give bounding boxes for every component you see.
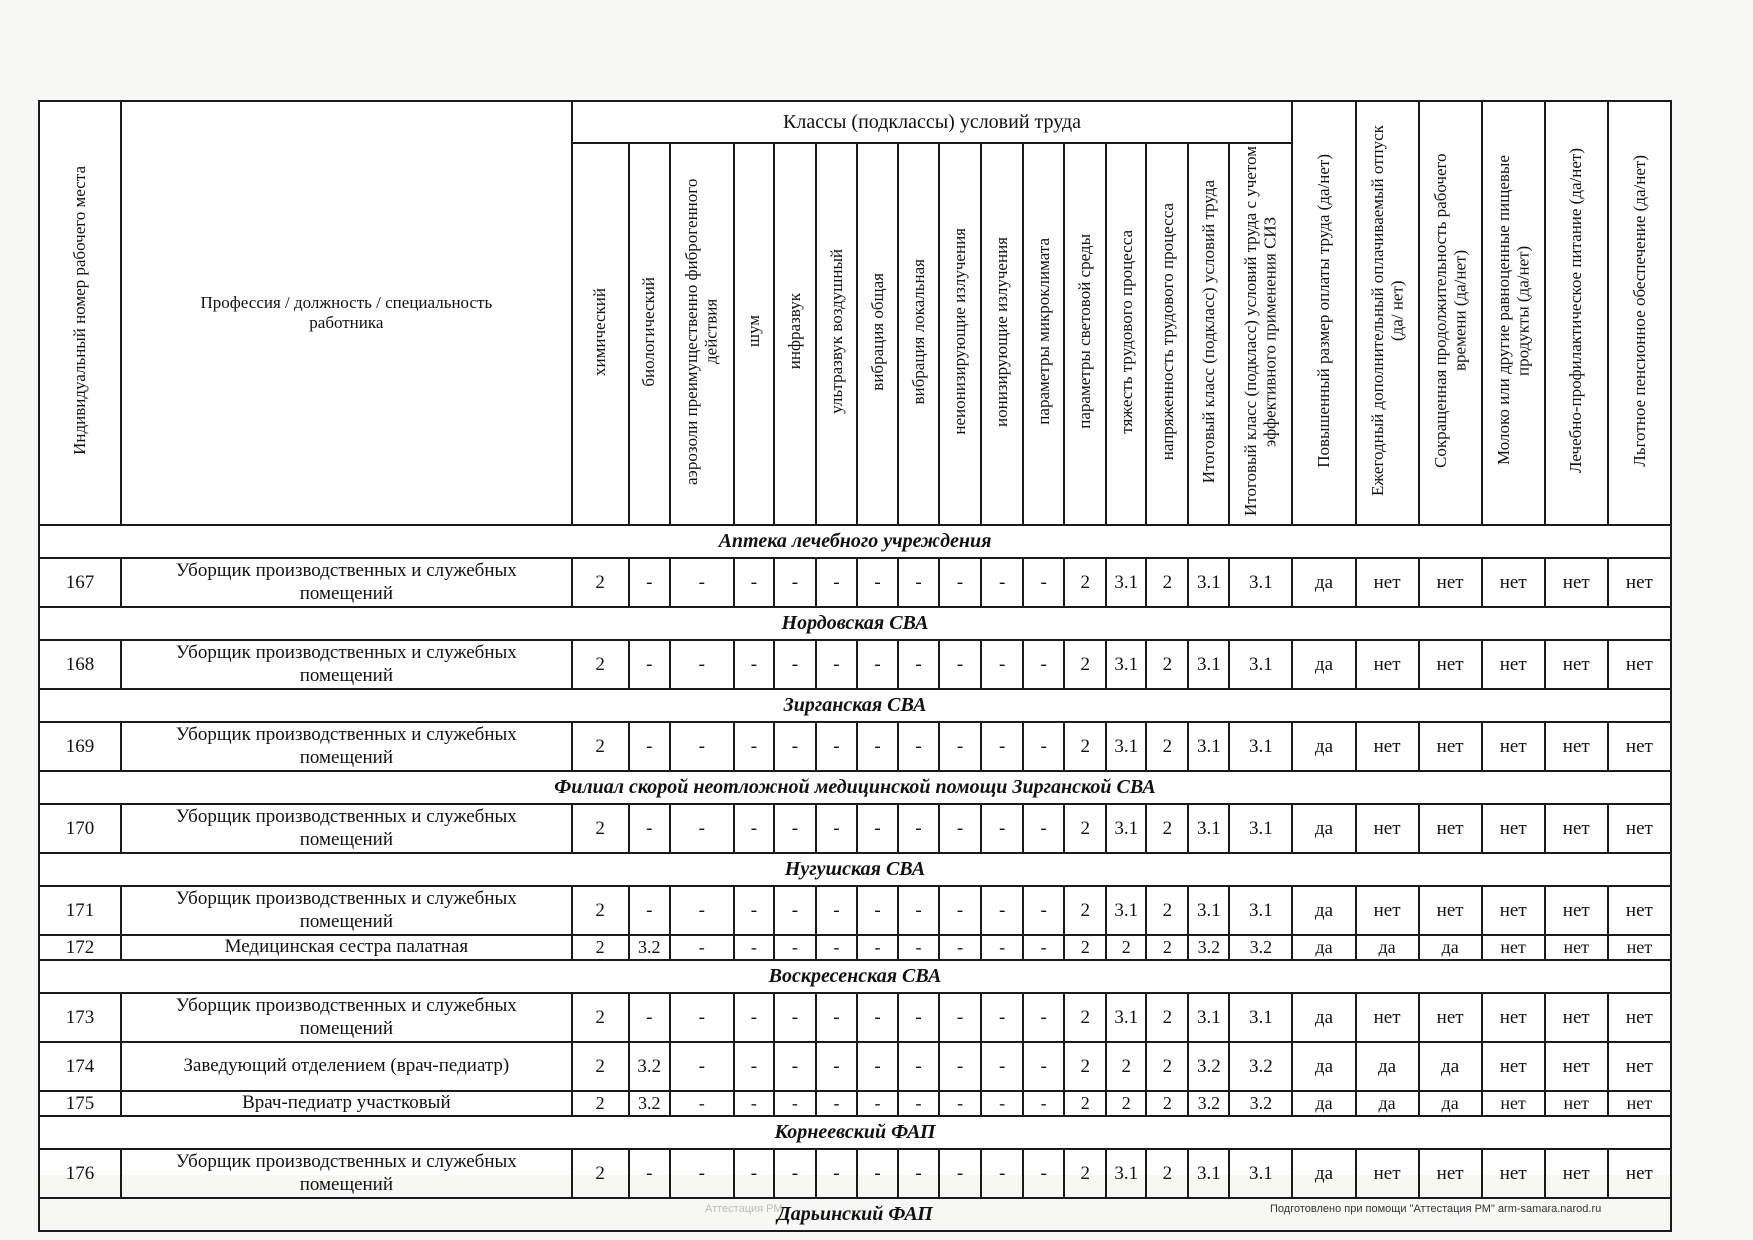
header-benefit: Ежегодный дополнительный оплачиваемый отпуск (да/ нет) — [1356, 101, 1419, 525]
factor-class-cell: - — [774, 722, 816, 771]
benefit-cell: да — [1292, 558, 1355, 607]
header-factor: параметры микроклимата — [1023, 143, 1064, 525]
factor-class-cell: 3.1 — [1188, 993, 1229, 1042]
section-title: Нугушская СВА — [39, 853, 1671, 886]
factor-class-cell: - — [816, 1149, 857, 1198]
workplace-id-cell: 168 — [39, 640, 121, 689]
factor-class-cell: 3.1 — [1229, 993, 1292, 1042]
section-title: Дарьинский ФАП — [39, 1198, 1671, 1231]
header-benefit: Сокращенная продолжительность рабочего времени (да/нет) — [1419, 101, 1482, 525]
factor-class-cell: - — [734, 1091, 774, 1116]
benefit-cell: нет — [1419, 804, 1482, 853]
benefit-cell: да — [1292, 722, 1355, 771]
factor-class-cell: 2 — [1106, 935, 1146, 960]
benefit-cell: нет — [1356, 886, 1419, 935]
benefit-cell: нет — [1545, 804, 1608, 853]
benefit-cell: нет — [1608, 804, 1671, 853]
factor-class-cell: - — [1023, 722, 1064, 771]
factor-class-cell: 3.1 — [1106, 558, 1146, 607]
table-row — [39, 993, 1671, 1042]
factor-class-cell: 3.1 — [1229, 886, 1292, 935]
factor-class-cell: 2 — [1064, 935, 1106, 960]
benefit-cell: нет — [1545, 1149, 1608, 1198]
factor-class-cell: - — [670, 640, 734, 689]
factor-class-cell: - — [670, 1042, 734, 1091]
header-factor: аэрозоли преимущественно фиброгенного действия — [670, 143, 734, 525]
factor-class-cell: 3.1 — [1188, 722, 1229, 771]
factor-class-cell: 2 — [572, 886, 629, 935]
header-factor: тяжесть трудового процесса — [1106, 143, 1146, 525]
factor-class-cell: 3.2 — [1188, 1042, 1229, 1091]
benefit-cell: нет — [1482, 722, 1545, 771]
benefit-cell: нет — [1419, 1149, 1482, 1198]
workplace-id-cell: 175 — [39, 1091, 121, 1116]
table-row — [39, 1042, 1671, 1091]
factor-class-cell: - — [898, 886, 939, 935]
factor-class-cell: - — [670, 558, 734, 607]
factor-class-cell: 2 — [1064, 1091, 1106, 1116]
factor-class-cell: - — [981, 640, 1023, 689]
factor-class-cell: - — [981, 935, 1023, 960]
section-row — [39, 960, 1671, 993]
table-row — [39, 722, 1671, 771]
benefit-cell: нет — [1482, 804, 1545, 853]
factor-class-cell: 3.2 — [629, 1042, 670, 1091]
header-factor: вибрация локальная — [898, 143, 939, 525]
factor-class-cell: - — [670, 1149, 734, 1198]
factor-class-cell: 2 — [1106, 1091, 1146, 1116]
profession-cell: Уборщик производственных и служебных помещений — [121, 558, 572, 607]
factor-class-cell: 2 — [572, 993, 629, 1042]
factor-class-cell: 2 — [1064, 804, 1106, 853]
profession-cell: Уборщик производственных и служебных помещений — [121, 886, 572, 935]
factor-class-cell: - — [670, 804, 734, 853]
header-benefit: Молоко или другие равноценные пищевые продукты (да/нет) — [1482, 101, 1545, 525]
factor-class-cell: - — [857, 993, 898, 1042]
factor-class-cell: - — [1023, 935, 1064, 960]
factor-class-cell: - — [734, 1149, 774, 1198]
benefit-cell: нет — [1608, 558, 1671, 607]
factor-class-cell: - — [774, 640, 816, 689]
benefit-cell: нет — [1482, 640, 1545, 689]
header-benefit: Повышенный размер оплаты труда (да/нет) — [1292, 101, 1355, 525]
factor-class-cell: 2 — [572, 558, 629, 607]
factor-class-cell: 3.2 — [1229, 1091, 1292, 1116]
benefit-cell: да — [1356, 1042, 1419, 1091]
factor-class-cell: - — [816, 640, 857, 689]
factor-class-cell: - — [1023, 804, 1064, 853]
benefit-cell: да — [1356, 1091, 1419, 1116]
factor-class-cell: - — [1023, 558, 1064, 607]
workplace-id-cell: 171 — [39, 886, 121, 935]
benefit-cell: да — [1419, 1042, 1482, 1091]
benefit-cell: нет — [1545, 640, 1608, 689]
factor-class-cell: - — [1023, 1042, 1064, 1091]
factor-class-cell: 2 — [1146, 640, 1188, 689]
factor-class-cell: - — [898, 722, 939, 771]
profession-cell: Врач-педиатр участковый — [121, 1091, 572, 1116]
header-factor: Итоговый класс (подкласс) условий труда — [1188, 143, 1229, 525]
factor-class-cell: - — [670, 935, 734, 960]
factor-class-cell: - — [857, 1149, 898, 1198]
factor-class-cell: - — [670, 1091, 734, 1116]
factor-class-cell: 2 — [572, 1149, 629, 1198]
factor-class-cell: - — [898, 1042, 939, 1091]
factor-class-cell: 3.1 — [1188, 558, 1229, 607]
factor-class-cell: 3.1 — [1229, 640, 1292, 689]
table-row — [39, 640, 1671, 689]
factor-class-cell: 3.1 — [1106, 804, 1146, 853]
factor-class-cell: 3.1 — [1229, 1149, 1292, 1198]
factor-class-cell: - — [816, 935, 857, 960]
factor-class-cell: - — [857, 558, 898, 607]
factor-class-cell: - — [734, 558, 774, 607]
factor-class-cell: 2 — [572, 1091, 629, 1116]
factor-class-cell: - — [816, 993, 857, 1042]
footer-credit: Подготовлено при помощи "Аттестация РМ" arm-samara.narod.ru — [1270, 1203, 1602, 1215]
factor-class-cell: 3.1 — [1106, 1149, 1146, 1198]
factor-class-cell: - — [1023, 640, 1064, 689]
benefit-cell: да — [1292, 1042, 1355, 1091]
factor-class-cell: - — [629, 640, 670, 689]
factor-class-cell: 2 — [1146, 1042, 1188, 1091]
header-profession: Профессия / должность / специальность работника — [121, 101, 572, 525]
factor-class-cell: - — [774, 935, 816, 960]
factor-class-cell: 3.2 — [1229, 935, 1292, 960]
factor-class-cell: - — [1023, 993, 1064, 1042]
benefit-cell: нет — [1419, 640, 1482, 689]
factor-class-cell: 2 — [1064, 993, 1106, 1042]
benefit-cell: нет — [1545, 993, 1608, 1042]
benefit-cell: нет — [1356, 1149, 1419, 1198]
benefit-cell: да — [1292, 886, 1355, 935]
benefit-cell: нет — [1419, 886, 1482, 935]
benefit-cell: да — [1292, 1149, 1355, 1198]
benefit-cell: нет — [1608, 1091, 1671, 1116]
factor-class-cell: - — [774, 1042, 816, 1091]
factor-class-cell: - — [774, 886, 816, 935]
profession-cell: Уборщик производственных и служебных помещений — [121, 640, 572, 689]
factor-class-cell: - — [981, 722, 1023, 771]
section-row — [39, 607, 1671, 640]
section-title: Воскресенская СВА — [39, 960, 1671, 993]
profession-cell: Уборщик производственных и служебных помещений — [121, 1149, 572, 1198]
factor-class-cell: - — [629, 993, 670, 1042]
factor-class-cell: - — [939, 1091, 981, 1116]
factor-class-cell: - — [981, 558, 1023, 607]
workplace-id-cell: 167 — [39, 558, 121, 607]
factor-class-cell: 2 — [1064, 640, 1106, 689]
factor-class-cell: 2 — [1064, 1149, 1106, 1198]
profession-cell: Уборщик производственных и служебных помещений — [121, 722, 572, 771]
section-row — [39, 689, 1671, 722]
footer-left-text: Аттестация РМ — [705, 1203, 783, 1215]
factor-class-cell: - — [939, 722, 981, 771]
workplace-id-cell: 176 — [39, 1149, 121, 1198]
header-factor: неионизирующие излучения — [939, 143, 981, 525]
factor-class-cell: - — [629, 804, 670, 853]
factor-class-cell: - — [816, 1091, 857, 1116]
factor-class-cell: 2 — [572, 722, 629, 771]
factor-class-cell: 3.1 — [1106, 640, 1146, 689]
benefit-cell: нет — [1482, 993, 1545, 1042]
factor-class-cell: - — [857, 935, 898, 960]
factor-class-cell: - — [774, 1149, 816, 1198]
table-row — [39, 558, 1671, 607]
work-conditions-table — [38, 100, 1672, 1232]
factor-class-cell: - — [734, 935, 774, 960]
factor-class-cell: - — [898, 804, 939, 853]
workplace-id-cell: 169 — [39, 722, 121, 771]
factor-class-cell: - — [981, 993, 1023, 1042]
factor-class-cell: - — [939, 1149, 981, 1198]
factor-class-cell: 3.2 — [629, 935, 670, 960]
benefit-cell: нет — [1482, 1149, 1545, 1198]
benefit-cell: нет — [1356, 804, 1419, 853]
table-row — [39, 1091, 1671, 1116]
factor-class-cell: 3.1 — [1188, 804, 1229, 853]
factor-class-cell: - — [898, 1091, 939, 1116]
table-row — [39, 935, 1671, 960]
benefit-cell: да — [1292, 640, 1355, 689]
factor-class-cell: - — [981, 1149, 1023, 1198]
workplace-id-cell: 172 — [39, 935, 121, 960]
header-factor: Итоговый класс (подкласс) условий труда с учетом эффективного применения СИЗ — [1229, 143, 1292, 525]
factor-class-cell: 3.1 — [1106, 886, 1146, 935]
table-row — [39, 886, 1671, 935]
benefit-cell: нет — [1545, 886, 1608, 935]
factor-class-cell: - — [981, 1042, 1023, 1091]
benefit-cell: да — [1292, 993, 1355, 1042]
header-factor: параметры световой среды — [1064, 143, 1106, 525]
factor-class-cell: 2 — [572, 804, 629, 853]
header-benefit: Лечебно-профилактическое питание (да/нет) — [1545, 101, 1608, 525]
section-row — [39, 1116, 1671, 1149]
benefit-cell: нет — [1608, 1042, 1671, 1091]
benefit-cell: нет — [1545, 1042, 1608, 1091]
header-factor: шум — [734, 143, 774, 525]
factor-class-cell: - — [629, 886, 670, 935]
factor-class-cell: 3.1 — [1229, 558, 1292, 607]
factor-class-cell: - — [734, 993, 774, 1042]
factor-class-cell: - — [670, 993, 734, 1042]
benefit-cell: нет — [1545, 722, 1608, 771]
factor-class-cell: - — [734, 804, 774, 853]
workplace-id-cell: 170 — [39, 804, 121, 853]
header-factor: ультразвук воздушный — [816, 143, 857, 525]
factor-class-cell: - — [816, 1042, 857, 1091]
factor-class-cell: - — [898, 1149, 939, 1198]
factor-class-cell: - — [816, 886, 857, 935]
profession-cell: Медицинская сестра палатная — [121, 935, 572, 960]
benefit-cell: нет — [1545, 1091, 1608, 1116]
benefit-cell: нет — [1482, 886, 1545, 935]
table-header — [39, 101, 1671, 525]
section-row — [39, 525, 1671, 558]
benefit-cell: нет — [1482, 558, 1545, 607]
benefit-cell: да — [1356, 935, 1419, 960]
table-row — [39, 1149, 1671, 1198]
factor-class-cell: - — [1023, 886, 1064, 935]
benefit-cell: да — [1419, 1091, 1482, 1116]
table-row — [39, 804, 1671, 853]
factor-class-cell: 2 — [1064, 886, 1106, 935]
factor-class-cell: 3.1 — [1106, 993, 1146, 1042]
header-benefit: Льготное пенсионное обеспечение (да/нет) — [1608, 101, 1671, 525]
factor-class-cell: - — [857, 1091, 898, 1116]
factor-class-cell: - — [774, 993, 816, 1042]
benefit-cell: да — [1292, 935, 1355, 960]
factor-class-cell: - — [734, 1042, 774, 1091]
factor-class-cell: 3.1 — [1188, 886, 1229, 935]
factor-class-cell: - — [939, 804, 981, 853]
factor-class-cell: 2 — [1146, 993, 1188, 1042]
benefit-cell: нет — [1356, 558, 1419, 607]
factor-class-cell: 2 — [1146, 886, 1188, 935]
factor-class-cell: - — [981, 804, 1023, 853]
factor-class-cell: 3.2 — [1188, 935, 1229, 960]
header-factor: химический — [572, 143, 629, 525]
benefit-cell: нет — [1608, 993, 1671, 1042]
factor-class-cell: - — [629, 722, 670, 771]
factor-class-cell: - — [734, 722, 774, 771]
benefit-cell: нет — [1419, 722, 1482, 771]
factor-class-cell: - — [857, 1042, 898, 1091]
factor-class-cell: - — [857, 722, 898, 771]
profession-cell: Уборщик производственных и служебных помещений — [121, 804, 572, 853]
factor-class-cell: 3.1 — [1229, 804, 1292, 853]
benefit-cell: нет — [1356, 993, 1419, 1042]
benefit-cell: нет — [1482, 935, 1545, 960]
factor-class-cell: 3.1 — [1188, 640, 1229, 689]
factor-class-cell: - — [734, 640, 774, 689]
workplace-id-cell: 173 — [39, 993, 121, 1042]
factor-class-cell: - — [670, 886, 734, 935]
factor-class-cell: 2 — [572, 1042, 629, 1091]
factor-class-cell: 2 — [1146, 1091, 1188, 1116]
factor-class-cell: 2 — [1064, 1042, 1106, 1091]
factor-class-cell: - — [939, 640, 981, 689]
factor-class-cell: - — [898, 558, 939, 607]
factor-class-cell: - — [816, 804, 857, 853]
header-factor: инфразвук — [774, 143, 816, 525]
benefit-cell: нет — [1545, 558, 1608, 607]
section-row — [39, 771, 1671, 804]
benefit-cell: да — [1292, 804, 1355, 853]
factor-class-cell: - — [939, 886, 981, 935]
benefit-cell: нет — [1356, 640, 1419, 689]
factor-class-cell: 2 — [1146, 935, 1188, 960]
factor-class-cell: - — [629, 558, 670, 607]
table-body — [39, 525, 1671, 1231]
factor-class-cell: - — [857, 804, 898, 853]
factor-class-cell: - — [734, 886, 774, 935]
section-title: Корнеевский ФАП — [39, 1116, 1671, 1149]
factor-class-cell: - — [1023, 1149, 1064, 1198]
factor-class-cell: 2 — [1146, 1149, 1188, 1198]
section-title: Нордовская СВА — [39, 607, 1671, 640]
profession-cell: Заведующий отделением (врач-педиатр) — [121, 1042, 572, 1091]
benefit-cell: нет — [1356, 722, 1419, 771]
benefit-cell: нет — [1419, 558, 1482, 607]
factor-class-cell: - — [816, 558, 857, 607]
benefit-cell: нет — [1545, 935, 1608, 960]
benefit-cell: нет — [1608, 935, 1671, 960]
factor-class-cell: - — [816, 722, 857, 771]
header-classes-group: Классы (подклассы) условий труда — [572, 101, 1293, 143]
header-factor: вибрация общая — [857, 143, 898, 525]
factor-class-cell: 2 — [1064, 722, 1106, 771]
factor-class-cell: - — [857, 886, 898, 935]
factor-class-cell: 2 — [572, 935, 629, 960]
factor-class-cell: 3.2 — [1229, 1042, 1292, 1091]
workplace-id-cell: 174 — [39, 1042, 121, 1091]
factor-class-cell: 2 — [1146, 804, 1188, 853]
factor-class-cell: - — [670, 722, 734, 771]
benefit-cell: нет — [1482, 1042, 1545, 1091]
factor-class-cell: - — [898, 640, 939, 689]
benefit-cell: нет — [1608, 640, 1671, 689]
factor-class-cell: - — [939, 993, 981, 1042]
benefit-cell: нет — [1419, 993, 1482, 1042]
factor-class-cell: - — [774, 1091, 816, 1116]
factor-class-cell: - — [981, 886, 1023, 935]
factor-class-cell: 3.1 — [1229, 722, 1292, 771]
benefit-cell: да — [1292, 1091, 1355, 1116]
factor-class-cell: 2 — [1064, 558, 1106, 607]
section-row — [39, 853, 1671, 886]
section-title: Аптека лечебного учреждения — [39, 525, 1671, 558]
factor-class-cell: - — [774, 558, 816, 607]
factor-class-cell: - — [939, 1042, 981, 1091]
factor-class-cell: 2 — [1146, 558, 1188, 607]
factor-class-cell: 3.2 — [629, 1091, 670, 1116]
benefit-cell: нет — [1608, 1149, 1671, 1198]
header-factor: биологический — [629, 143, 670, 525]
factor-class-cell: - — [629, 1149, 670, 1198]
benefit-cell: нет — [1482, 1091, 1545, 1116]
factor-class-cell: 3.1 — [1106, 722, 1146, 771]
factor-class-cell: 3.1 — [1188, 1149, 1229, 1198]
factor-class-cell: - — [1023, 1091, 1064, 1116]
section-title: Зирганская СВА — [39, 689, 1671, 722]
header-factor: ионизирующие излучения — [981, 143, 1023, 525]
header-workplace-id: Индивидуальный номер рабочего места — [39, 101, 121, 525]
factor-class-cell: - — [898, 935, 939, 960]
benefit-cell: нет — [1608, 722, 1671, 771]
header-factor: напряженность трудового процесса — [1146, 143, 1188, 525]
factor-class-cell: - — [857, 640, 898, 689]
factor-class-cell: - — [939, 935, 981, 960]
factor-class-cell: 2 — [1106, 1042, 1146, 1091]
factor-class-cell: 3.2 — [1188, 1091, 1229, 1116]
factor-class-cell: 2 — [1146, 722, 1188, 771]
factor-class-cell: - — [939, 558, 981, 607]
factor-class-cell: - — [898, 993, 939, 1042]
section-title: Филиал скорой неотложной медицинской помощи Зирганской СВА — [39, 771, 1671, 804]
profession-cell: Уборщик производственных и служебных помещений — [121, 993, 572, 1042]
benefit-cell: нет — [1608, 886, 1671, 935]
factor-class-cell: 2 — [572, 640, 629, 689]
factor-class-cell: - — [774, 804, 816, 853]
benefit-cell: да — [1419, 935, 1482, 960]
factor-class-cell: - — [981, 1091, 1023, 1116]
